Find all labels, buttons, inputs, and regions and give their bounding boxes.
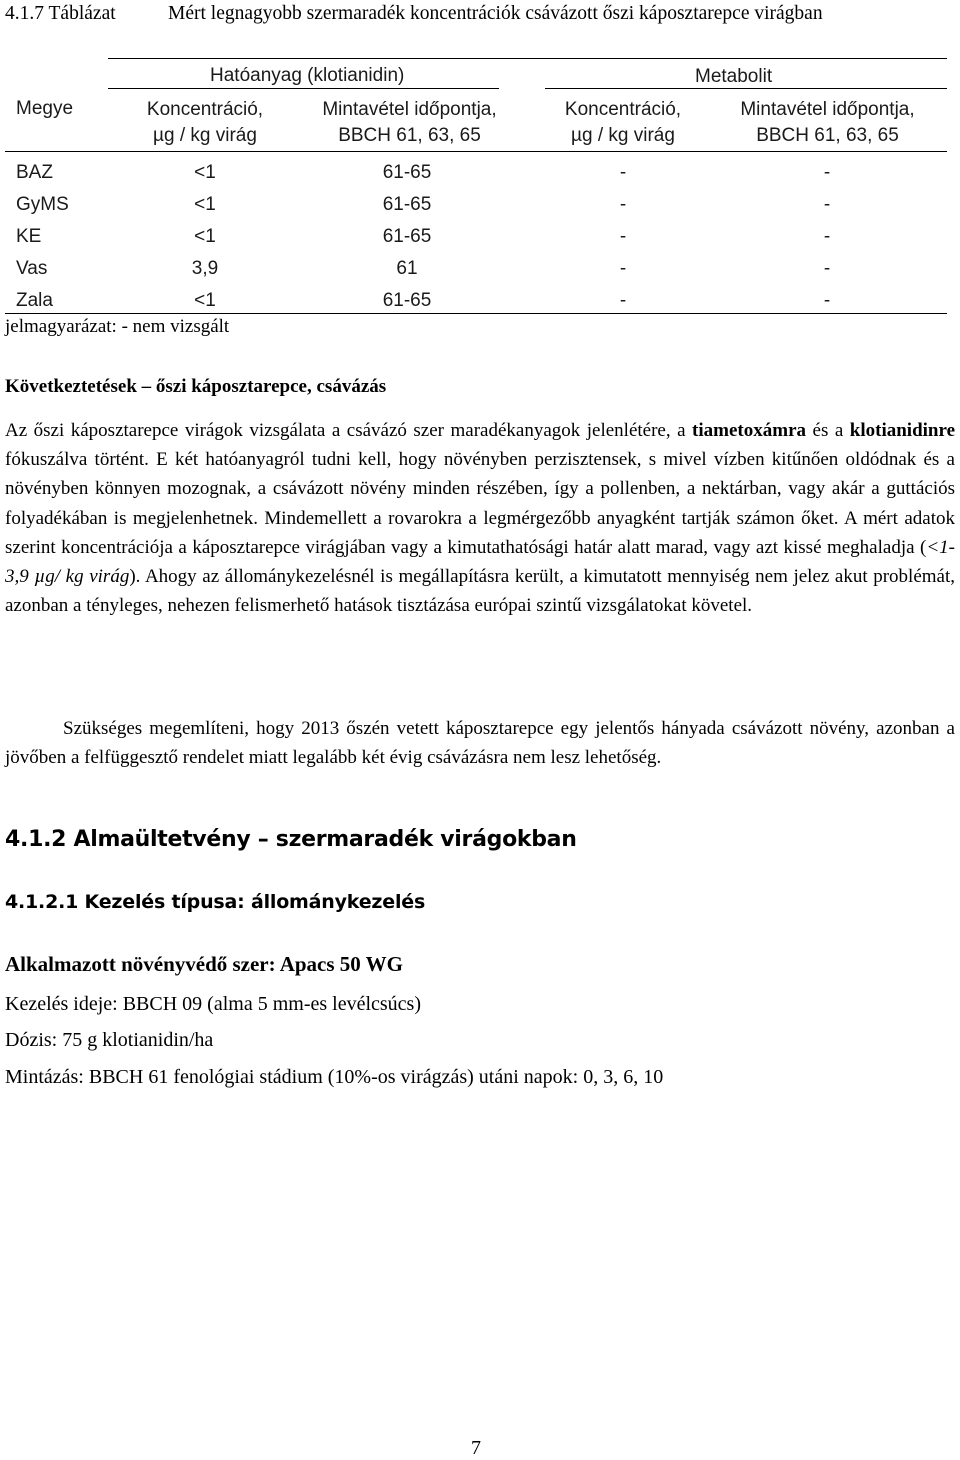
- header-conc-metabolite: [535, 97, 711, 149]
- para1-text-e: fókuszálva történt. E két hatóanyagról tudni kell, hogy növényben perzisztensek, s mivel vízben kitűnően oldódnak és a növényben könnyen mozognak, a csávázott növény minden részében, így a pollenben, a nektárban, vagy akár a guttációs folyadékában is megjelenhetnek. Mindemellett a rovarokra a legmérgezőbb anyagként tartják számon őket. A mért adatok szerint koncentrációja a káposztarepce virágjában vagy a kimutathatósági határ alatt marad, vagy azt kissé meghaladja (: [5, 449, 955, 558]
- caption-number: 4.1.7 Táblázat: [5, 3, 116, 24]
- conclusions-paragraph-1: [5, 416, 955, 620]
- cell-conc-metabolite: -: [619, 258, 627, 279]
- cell-date-metabolite: -: [823, 290, 831, 311]
- header-date-metabolite-line1: Mintavétel időpontja,: [740, 99, 915, 120]
- cell-conc-active: <1: [194, 290, 216, 311]
- table-group-rule-2: [545, 88, 947, 89]
- cell-conc-metabolite: -: [619, 194, 627, 215]
- cell-conc-active: 3,9: [191, 258, 219, 279]
- section-heading-4-1-2-1: 4.1.2.1 Kezelés típusa: állománykezelés: [5, 891, 426, 913]
- cell-conc-active: <1: [194, 162, 216, 183]
- header-date-active: [302, 97, 517, 149]
- sampling: Mintázás: BBCH 61 fenológiai stádium (10%-os virágzás) utáni napok: 0, 3, 6, 10: [5, 1066, 664, 1088]
- table-bottom-rule: [5, 313, 947, 314]
- page-number: 7: [471, 1437, 481, 1459]
- header-group-active-ingredient: Hatóanyag (klotianidin): [210, 65, 405, 86]
- treatment-time: Kezelés ideje: BBCH 09 (alma 5 mm-es levélcsúcs): [5, 993, 421, 1015]
- cell-megye: BAZ: [16, 162, 53, 183]
- cell-date-active: 61-65: [382, 290, 432, 311]
- cell-conc-metabolite: -: [619, 290, 627, 311]
- para1-text-g: ). Ahogy az állománykezelésnél is megállapításra került, a kimutatott mennyiség nem jelez akut problémát, azonban a tényleges, nehezen felismerhető hatások tisztázása európai szintű vizsgálatokat követel.: [5, 566, 956, 617]
- header-date-metabolite: [715, 97, 940, 149]
- table-group-rule: [108, 88, 499, 89]
- cell-date-active: 61-65: [382, 194, 432, 215]
- header-conc-active: [112, 97, 298, 149]
- para1-bold-thiamethoxam: tiametoxámra: [692, 420, 807, 441]
- header-date-active-line2: BBCH 61, 63, 65: [338, 125, 481, 146]
- header-date-active-line1: Mintavétel időpontja,: [322, 99, 497, 120]
- header-date-metabolite-line2: BBCH 61, 63, 65: [756, 125, 899, 146]
- header-conc-active-line1: Koncentráció,: [146, 99, 264, 120]
- section-heading-4-1-2: 4.1.2 Almaültetvény – szermaradék virágokban: [5, 827, 577, 852]
- header-group-metabolite: Metabolit: [695, 66, 773, 87]
- cell-date-metabolite: -: [823, 194, 831, 215]
- header-megye: Megye: [16, 98, 74, 119]
- cell-date-active: 61-65: [382, 162, 432, 183]
- para1-italic-range: <1-3,9 µg/ kg virág: [5, 536, 955, 588]
- conclusions-heading: Következtetések – őszi káposztarepce, csávázás: [5, 376, 387, 397]
- dose: Dózis: 75 g klotianidin/ha: [5, 1029, 214, 1051]
- applied-product: Alkalmazott növényvédő szer: Apacs 50 WG: [5, 952, 404, 976]
- para1-text-a: Az őszi káposztarepce virágok vizsgálata a csávázó szer maradékanyagok jelenlétére, a: [5, 420, 693, 441]
- table-legend: jelmagyarázat: - nem vizsgált: [5, 316, 230, 337]
- cell-conc-active: <1: [194, 226, 216, 247]
- cell-date-active: 61-65: [382, 226, 432, 247]
- cell-conc-metabolite: -: [619, 162, 627, 183]
- table-header-rule: [5, 151, 947, 152]
- cell-date-metabolite: -: [823, 162, 831, 183]
- cell-megye: GyMS: [16, 194, 69, 215]
- para2-text: Szükséges megemlíteni, hogy 2013 őszén vetett káposztarepce egy jelentős hányada csávázott növény, azonban a jövőben a felfüggesztő rendelet miatt legalább két évig csávázásra nem lesz lehetőség.: [5, 718, 955, 769]
- header-conc-active-line2: µg / kg virág: [153, 125, 257, 146]
- caption-text: Mért legnagyobb szermaradék koncentrációk csávázott őszi káposztarepce virágban: [168, 3, 823, 24]
- table-top-rule: [108, 58, 947, 59]
- cell-conc-active: <1: [194, 194, 216, 215]
- para1-text-c: és a: [806, 420, 850, 441]
- header-conc-metabolite-line2: µg / kg virág: [571, 125, 675, 146]
- cell-megye: KE: [16, 226, 42, 247]
- conclusions-paragraph-2: [5, 714, 955, 772]
- cell-megye: Vas: [16, 258, 48, 279]
- cell-megye: Zala: [16, 290, 53, 311]
- para1-bold-clothianidin: klotianidinre: [849, 420, 956, 441]
- header-conc-metabolite-line1: Koncentráció,: [564, 99, 682, 120]
- cell-conc-metabolite: -: [619, 226, 627, 247]
- cell-date-metabolite: -: [823, 258, 831, 279]
- cell-date-metabolite: -: [823, 226, 831, 247]
- cell-date-active: 61: [396, 258, 418, 279]
